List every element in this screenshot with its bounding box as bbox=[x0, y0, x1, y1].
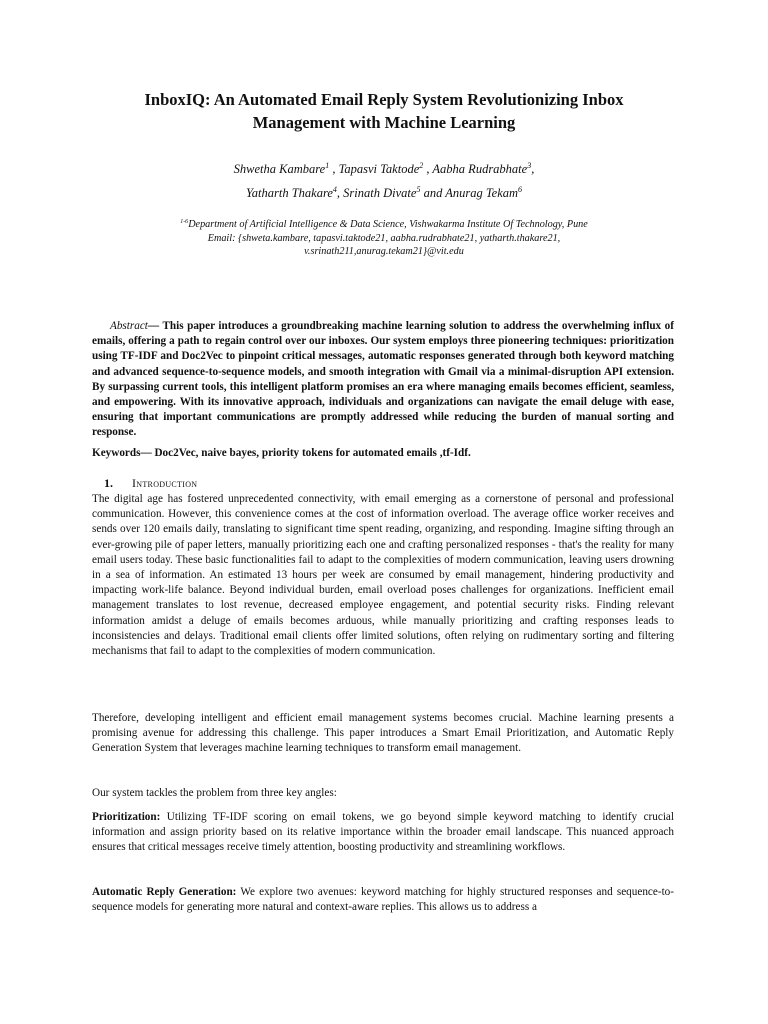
affiliation-email-line-1: Email: {shweta.kambare, tapasvi.taktode21, aabha.rudrabhate21, yatharth.thakare21, bbox=[207, 232, 561, 244]
title-line-1: InboxIQ: An Automated Email Reply System Revolutionizing Inbox bbox=[144, 90, 624, 109]
author-line-2: Yatharth Thakare$^4$, Srinath Divate$^5$ and Anurag Tekam$^6$ bbox=[245, 185, 523, 200]
author-index: 5 bbox=[416, 185, 421, 194]
author-line-1: Shwetha Kambare$^1$ , Tapasvi Taktode$^2$ , Aabha Rudrabhate$^3$, bbox=[233, 161, 535, 176]
author-index: 6 bbox=[518, 185, 523, 194]
author-name: Shwetha Kambare bbox=[233, 162, 326, 176]
author-name: Aabha Rudrabhate bbox=[432, 162, 528, 176]
author-name: Srinath Divate bbox=[343, 186, 417, 200]
author-name: Yatharth Thakare bbox=[245, 186, 333, 200]
section-number: 1. bbox=[104, 476, 113, 490]
intro-paragraph-2: Therefore, developing intelligent and efficient email management systems becomes crucial. Machine learning presents a promising avenue for addressing this challenge. This paper introduces a Smart Email Prioritization, and Automatic Reply Generation System that leverages machine learning techniques to transform email management. bbox=[92, 712, 674, 755]
author-name: Tapasvi Taktode bbox=[338, 162, 420, 176]
paragraph-label: Prioritization: bbox=[92, 811, 161, 823]
author-index: 1 bbox=[325, 161, 330, 170]
intro-paragraph-reply-generation: Automatic Reply Generation: We explore two avenues: keyword matching for highly structured responses and sequence-to-sequence models for generating more natural and context-aware replies. This allows us to address a bbox=[92, 886, 674, 914]
abstract-label: Abstract bbox=[110, 320, 148, 332]
keywords: Keywords— Doc2Vec, naive bayes, priority tokens for automated emails ,tf-Idf. bbox=[92, 447, 471, 459]
title-line-2: Management with Machine Learning bbox=[252, 113, 516, 132]
author-index: 2 bbox=[419, 161, 424, 170]
abstract bbox=[92, 319, 674, 441]
intro-paragraph-1: The digital age has fostered unprecedented connectivity, with email emerging as a cornerstone of personal and professional communication. However, this convenience comes at the cost of information overload. The average office worker receives and sends over 120 emails daily, translating to significant time spent reading, organizing, and responding. Imagine sifting through an ever-growing pile of paper letters, manually prioritizing each one and crafting personalized responses - that's the reality for many email users today. These basic functionalities fail to adapt to the complexities of modern communication, leaving users drowning in a sea of information. An estimated 13 hours per week are consumed by email management, hindering productivity and impacting work-life balance. Beyond individual burden, email overload poses challenges for organizations. Inefficient email management translates to lost revenue, decreased employee engagement, and potential security risks. Finding relevant information amidst a deluge of emails becomes arduous, while manually prioritizing and crafting responses leads to inconsistencies and delays. Traditional email clients offer limited solutions, often relying on rudimentary sorting and filtering mechanisms that fail to adapt to the complexities of modern communication. bbox=[92, 493, 674, 658]
abstract-dash: — bbox=[147, 320, 163, 332]
affiliation-department: $^{1-6}$Department of Artificial Intelligence & Data Science, Vishwakarma Institute Of Technology, Pune bbox=[180, 219, 588, 230]
author-index: 3 bbox=[527, 161, 532, 170]
affiliation-email-line-2: v.srinath211,anurag.tekam21}@vit.edu bbox=[304, 246, 464, 257]
paragraph-label: Automatic Reply Generation: bbox=[92, 886, 237, 898]
author-list bbox=[80, 157, 688, 205]
affiliation bbox=[80, 218, 688, 259]
author-name: Anurag Tekam bbox=[445, 186, 519, 200]
paper-title bbox=[80, 88, 688, 134]
intro-paragraph-3: Our system tackles the problem from three key angles: bbox=[92, 787, 337, 799]
author-index: 4 bbox=[332, 185, 337, 194]
abstract-text: This paper introduces a groundbreaking machine learning solution to address the overwhelming influx of emails, offering a path to regain control over our inboxes. Our system employs three pioneering techniques: prioritization using TF-IDF and Doc2Vec to pinpoint critical messages, automatic responses generated through both keyword matching and advanced sequence-to-sequence models, and smooth integration with Gmail via a minimal-disruption API extension. By surpassing current tools, this intelligent platform promises an era where managing emails becomes efficient, seamless, and empowering. With its innovative approach, individuals and organizations can navigate the email deluge with ease, ensuring that important communications are promptly addressed while reducing the burden of manual sorting and response. bbox=[92, 320, 674, 439]
section-title: Introduction bbox=[132, 476, 198, 490]
affiliation-index: 1-6 bbox=[180, 219, 189, 225]
intro-paragraph-prioritization: Prioritization: Utilizing TF-IDF scoring on email tokens, we go beyond simple keyword matching to identify crucial information and assign priority based on its relative importance within the broader email landscape. This nuanced approach ensures that critical messages receive timely attention, boosting productivity and streamlining workflows. bbox=[92, 811, 674, 854]
section-heading-introduction bbox=[104, 476, 197, 491]
